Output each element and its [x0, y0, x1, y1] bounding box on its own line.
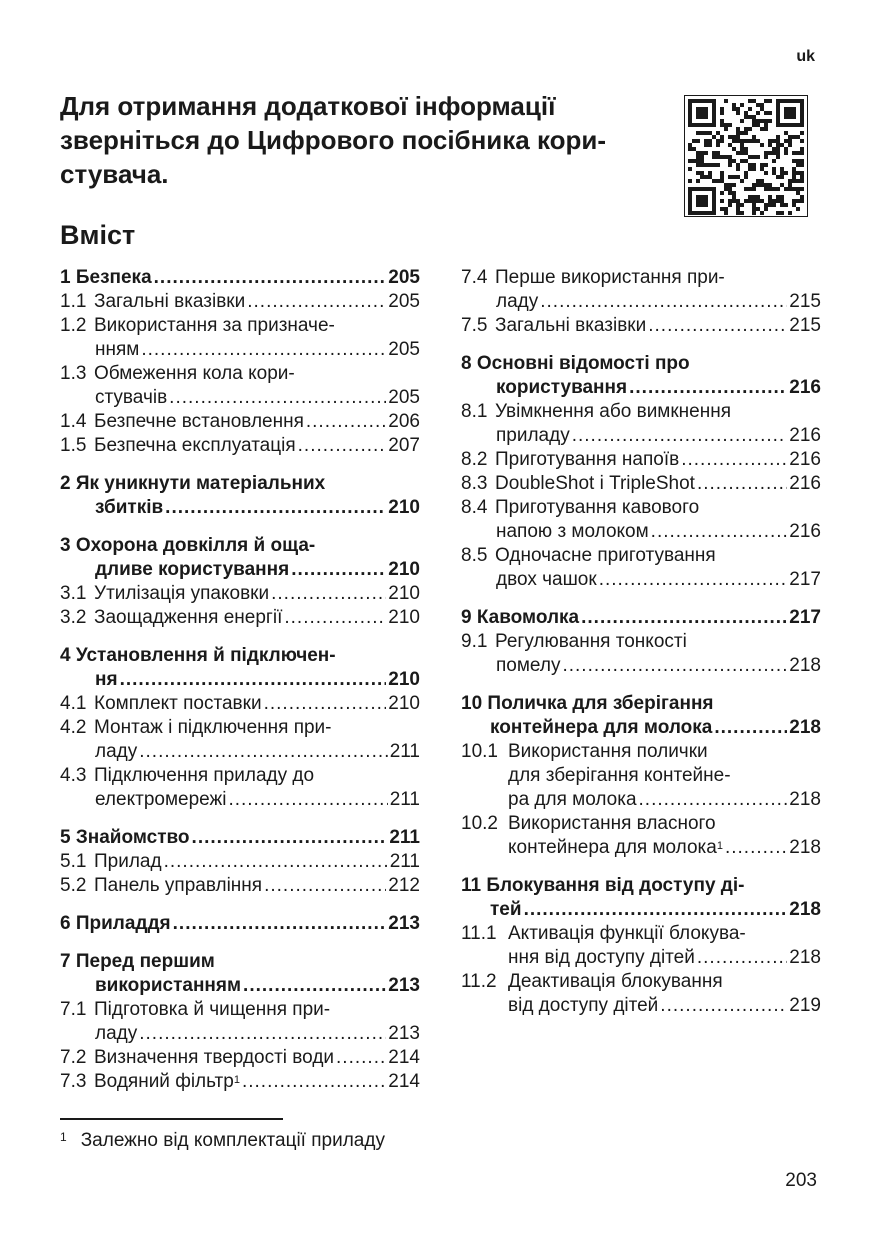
toc-entry[interactable]: 10.2 Використання власного контейнера для молока 1 ..... 218	[461, 812, 821, 860]
toc-entry[interactable]: 1.2 Використання за призначе- нням ..... 205	[60, 314, 420, 362]
toc-section-7	[60, 950, 420, 1094]
toc-entry[interactable]: 8.2 Приготування напоїв ..... 216	[461, 448, 821, 472]
toc-entry[interactable]: 8.4 Приготування кавового напою з молоком ..... 216	[461, 496, 821, 544]
toc-section-9	[461, 606, 821, 678]
toc-entry[interactable]: 1.3 Обмеження кола кори- стувачів ..... 205	[60, 362, 420, 410]
toc-entry[interactable]: 8.1 Увімкнення або вимкнення приладу ..... 216	[461, 400, 821, 448]
toc-entry[interactable]: 5.1 Прилад ..... 211	[60, 850, 420, 874]
toc-entry[interactable]: 7.2 Визначення твердості води ..... 214	[60, 1046, 420, 1070]
toc-section-7-cont	[461, 266, 821, 338]
toc-entry[interactable]: 3.2 Заощадження енергії ..... 210	[60, 606, 420, 630]
toc-section-6[interactable]: 6 Приладдя ..... 213	[60, 912, 420, 936]
toc-entry[interactable]: 1.5 Безпечна експлуатація ..... 207	[60, 434, 420, 458]
toc-entry[interactable]: 7 Перед першим використанням ..... 213	[60, 950, 420, 998]
toc-entry[interactable]: 4.2 Монтаж і підключення при- ладу ..... 211	[60, 716, 420, 764]
toc-entry[interactable]: 3 Охорона довкілля й оща- дливе користування ..... 210	[60, 534, 420, 582]
toc-entry[interactable]: 4.1 Комплект поставки ..... 210	[60, 692, 420, 716]
toc-section-8	[461, 352, 821, 592]
toc-entry[interactable]: 8 Основні відомості про користування ..... 216	[461, 352, 821, 400]
toc-section-5	[60, 826, 420, 898]
toc-section-1	[60, 266, 420, 290]
toc-entry[interactable]: 3.1 Утилізація упаковки ..... 210	[60, 582, 420, 606]
footnote-reference: 1	[716, 840, 723, 852]
toc-entry[interactable]: 11.1 Активація функції блокува- ння від доступу дітей ..... 218	[461, 922, 821, 970]
toc-entry[interactable]: 7.3 Водяний фільтр 1 ..... 214	[60, 1070, 420, 1094]
toc-section-11	[461, 874, 821, 1018]
toc-title: Вміст	[60, 220, 136, 250]
toc-entry[interactable]: 8.5 Одночасне приготування двох чашок ..... 217	[461, 544, 821, 592]
footnote-reference: 1	[233, 1074, 240, 1086]
qr-code-image	[684, 95, 808, 217]
toc-left-column	[60, 266, 420, 1108]
toc-entry[interactable]: 10 Поличка для зберігання контейнера для молока ..... 218	[461, 692, 821, 740]
page-number: 203	[785, 1170, 817, 1191]
toc-entry[interactable]: 4.3 Підключення приладу до електромережі ..... 211	[60, 764, 420, 812]
footnote: $^1$ Залежно від комплектації приладу	[60, 1130, 385, 1151]
headline: Для отримання додаткової інформації зверніться до Цифрового посібника кори- стувача.	[60, 91, 607, 189]
toc-section-1-items	[60, 290, 420, 458]
language-code: uk	[796, 48, 815, 65]
toc-entry[interactable]: 7.1 Підготовка й чищення при- ладу ..... 213	[60, 998, 420, 1046]
toc-entry[interactable]: 4 Установлення й підключен- ня ..... 210	[60, 644, 420, 692]
footnote-divider	[60, 1118, 283, 1120]
toc-section-4	[60, 644, 420, 812]
toc-entry[interactable]: 1 Безпека ..... 205	[60, 266, 420, 290]
toc-section-10	[461, 692, 821, 860]
toc-right-column	[461, 266, 821, 1032]
toc-entry[interactable]: 10.1 Використання полички для зберігання контейне- ра для молока ..... 218	[461, 740, 821, 812]
toc-section-2[interactable]: 2 Як уникнути матеріальних збитків ..... 210	[60, 472, 420, 520]
toc-entry[interactable]: 1.1 Загальні вказівки ..... 205	[60, 290, 420, 314]
toc-entry[interactable]: 8.3 DoubleShot і TripleShot ..... 216	[461, 472, 821, 496]
toc-entry[interactable]: 5.2 Панель управління ..... 212	[60, 874, 420, 898]
toc-entry[interactable]: 11 Блокування від доступу ді- тей ..... 218	[461, 874, 821, 922]
toc-entry[interactable]: 9 Кавомолка ..... 217	[461, 606, 821, 630]
toc-entry[interactable]: 7.5 Загальні вказівки ..... 215	[461, 314, 821, 338]
toc-entry[interactable]: 9.1 Регулювання тонкості помелу ..... 218	[461, 630, 821, 678]
toc-entry[interactable]: 11.2 Деактивація блокування від доступу дітей ..... 219	[461, 970, 821, 1018]
toc-entry[interactable]: 5 Знайомство ..... 211	[60, 826, 420, 850]
toc-section-3	[60, 534, 420, 630]
toc-entry[interactable]: 1.4 Безпечне встановлення ..... 206	[60, 410, 420, 434]
toc-entry[interactable]: 7.4 Перше використання при- ладу ..... 215	[461, 266, 821, 314]
